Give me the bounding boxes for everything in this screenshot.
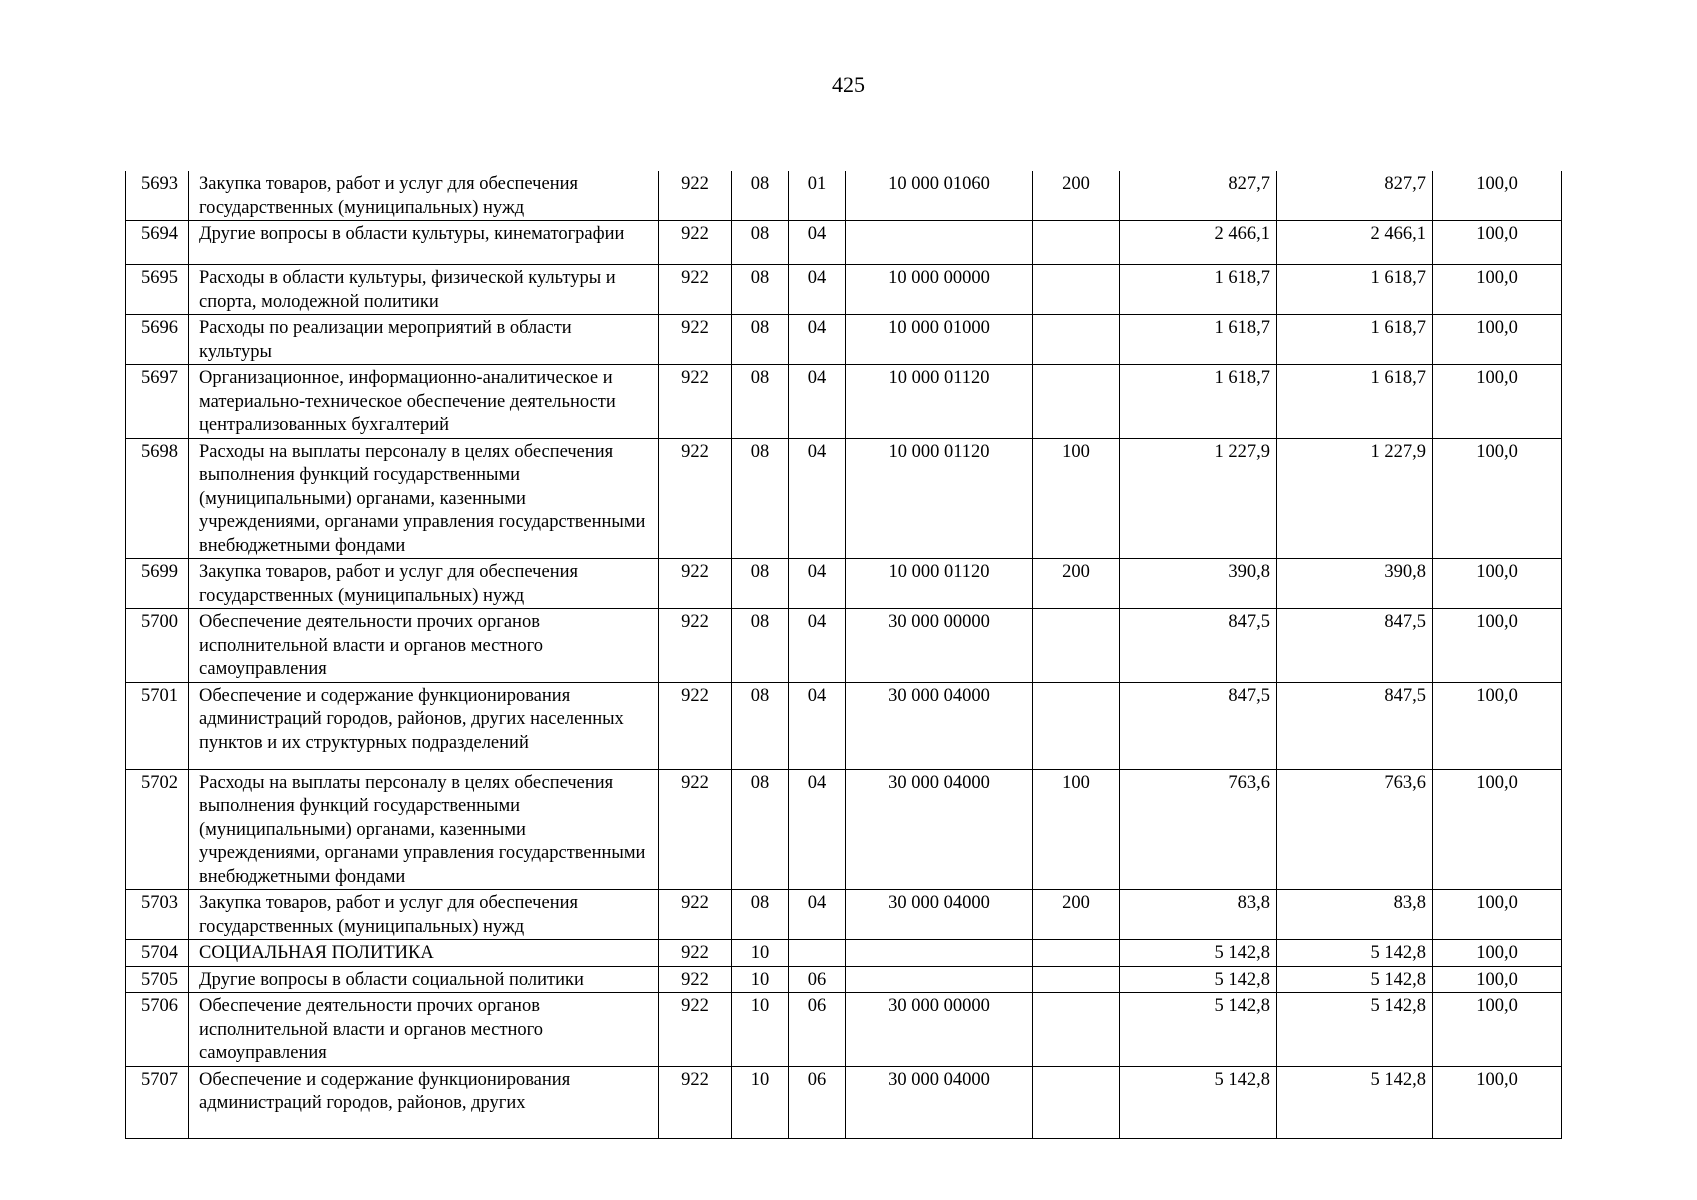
expense-type-code: 200 bbox=[1033, 890, 1120, 940]
table-row bbox=[126, 993, 1562, 1067]
table-row bbox=[126, 438, 1562, 559]
actual-amount: 847,5 bbox=[1277, 682, 1433, 769]
table-row bbox=[126, 171, 1562, 221]
target-article-code bbox=[846, 966, 1033, 993]
department-code: 922 bbox=[659, 1066, 732, 1138]
row-number: 5697 bbox=[126, 365, 189, 439]
expense-type-code bbox=[1033, 1066, 1120, 1138]
section-code: 10 bbox=[732, 940, 789, 967]
row-number: 5706 bbox=[126, 993, 189, 1067]
section-code: 08 bbox=[732, 682, 789, 769]
section-code: 08 bbox=[732, 365, 789, 439]
subsection-code: 04 bbox=[789, 609, 846, 683]
table-row bbox=[126, 265, 1562, 315]
department-code: 922 bbox=[659, 221, 732, 265]
planned-amount: 5 142,8 bbox=[1120, 966, 1277, 993]
page-number: 425 bbox=[832, 72, 865, 97]
section-code: 08 bbox=[732, 890, 789, 940]
actual-amount: 1 618,7 bbox=[1277, 315, 1433, 365]
target-article-code: 10 000 00000 bbox=[846, 265, 1033, 315]
planned-amount: 847,5 bbox=[1120, 609, 1277, 683]
department-code: 922 bbox=[659, 966, 732, 993]
section-code: 08 bbox=[732, 315, 789, 365]
planned-amount: 5 142,8 bbox=[1120, 993, 1277, 1067]
expense-type-code: 100 bbox=[1033, 438, 1120, 559]
planned-amount: 827,7 bbox=[1120, 171, 1277, 221]
table-row bbox=[126, 682, 1562, 769]
row-description: Другие вопросы в области социальной политики bbox=[189, 966, 659, 993]
row-description: Расходы на выплаты персоналу в целях обеспечения выполнения функций государственными (муниципальными) органами, казенными учреждениями, органами управления государственными внебюджетными фондами bbox=[189, 438, 659, 559]
target-article-code: 30 000 04000 bbox=[846, 1066, 1033, 1138]
planned-amount: 1 618,7 bbox=[1120, 265, 1277, 315]
actual-amount: 763,6 bbox=[1277, 769, 1433, 890]
section-code: 08 bbox=[732, 609, 789, 683]
table-row bbox=[126, 221, 1562, 265]
row-number: 5701 bbox=[126, 682, 189, 769]
budget-table bbox=[125, 171, 1562, 1139]
row-number: 5696 bbox=[126, 315, 189, 365]
target-article-code bbox=[846, 221, 1033, 265]
execution-percent: 100,0 bbox=[1433, 221, 1562, 265]
row-number: 5703 bbox=[126, 890, 189, 940]
actual-amount: 5 142,8 bbox=[1277, 1066, 1433, 1138]
subsection-code: 04 bbox=[789, 365, 846, 439]
row-number: 5702 bbox=[126, 769, 189, 890]
row-description: СОЦИАЛЬНАЯ ПОЛИТИКА bbox=[189, 940, 659, 967]
department-code: 922 bbox=[659, 265, 732, 315]
row-number: 5694 bbox=[126, 221, 189, 265]
table-row bbox=[126, 940, 1562, 967]
row-number: 5704 bbox=[126, 940, 189, 967]
planned-amount: 390,8 bbox=[1120, 559, 1277, 609]
target-article-code: 10 000 01120 bbox=[846, 438, 1033, 559]
target-article-code: 30 000 04000 bbox=[846, 769, 1033, 890]
row-description: Расходы в области культуры, физической культуры и спорта, молодежной политики bbox=[189, 265, 659, 315]
department-code: 922 bbox=[659, 769, 732, 890]
target-article-code: 10 000 01000 bbox=[846, 315, 1033, 365]
section-code: 08 bbox=[732, 559, 789, 609]
expense-type-code bbox=[1033, 966, 1120, 993]
row-description: Расходы на выплаты персоналу в целях обеспечения выполнения функций государственными (муниципальными) органами, казенными учреждениями, органами управления государственными внебюджетными фондами bbox=[189, 769, 659, 890]
department-code: 922 bbox=[659, 993, 732, 1067]
execution-percent: 100,0 bbox=[1433, 769, 1562, 890]
actual-amount: 5 142,8 bbox=[1277, 993, 1433, 1067]
subsection-code: 06 bbox=[789, 966, 846, 993]
row-number: 5695 bbox=[126, 265, 189, 315]
expense-type-code bbox=[1033, 365, 1120, 439]
department-code: 922 bbox=[659, 682, 732, 769]
row-number: 5700 bbox=[126, 609, 189, 683]
actual-amount: 827,7 bbox=[1277, 171, 1433, 221]
target-article-code: 10 000 01120 bbox=[846, 365, 1033, 439]
execution-percent: 100,0 bbox=[1433, 438, 1562, 559]
execution-percent: 100,0 bbox=[1433, 1066, 1562, 1138]
execution-percent: 100,0 bbox=[1433, 890, 1562, 940]
department-code: 922 bbox=[659, 609, 732, 683]
subsection-code bbox=[789, 940, 846, 967]
planned-amount: 847,5 bbox=[1120, 682, 1277, 769]
planned-amount: 1 618,7 bbox=[1120, 315, 1277, 365]
subsection-code: 04 bbox=[789, 221, 846, 265]
execution-percent: 100,0 bbox=[1433, 171, 1562, 221]
target-article-code: 10 000 01060 bbox=[846, 171, 1033, 221]
table-row bbox=[126, 609, 1562, 683]
subsection-code: 06 bbox=[789, 1066, 846, 1138]
department-code: 922 bbox=[659, 940, 732, 967]
actual-amount: 1 227,9 bbox=[1277, 438, 1433, 559]
table-row bbox=[126, 966, 1562, 993]
row-description: Закупка товаров, работ и услуг для обеспечения государственных (муниципальных) нужд bbox=[189, 890, 659, 940]
planned-amount: 5 142,8 bbox=[1120, 940, 1277, 967]
actual-amount: 1 618,7 bbox=[1277, 365, 1433, 439]
actual-amount: 5 142,8 bbox=[1277, 940, 1433, 967]
row-description: Обеспечение деятельности прочих органов исполнительной власти и органов местного самоуправления bbox=[189, 609, 659, 683]
table-body bbox=[126, 171, 1562, 1138]
department-code: 922 bbox=[659, 890, 732, 940]
expense-type-code bbox=[1033, 993, 1120, 1067]
execution-percent: 100,0 bbox=[1433, 315, 1562, 365]
subsection-code: 04 bbox=[789, 769, 846, 890]
execution-percent: 100,0 bbox=[1433, 966, 1562, 993]
department-code: 922 bbox=[659, 171, 732, 221]
table-row bbox=[126, 890, 1562, 940]
table-row bbox=[126, 315, 1562, 365]
row-description: Закупка товаров, работ и услуг для обеспечения государственных (муниципальных) нужд bbox=[189, 559, 659, 609]
subsection-code: 04 bbox=[789, 265, 846, 315]
row-number: 5698 bbox=[126, 438, 189, 559]
expense-type-code: 200 bbox=[1033, 171, 1120, 221]
table-row bbox=[126, 1066, 1562, 1138]
planned-amount: 83,8 bbox=[1120, 890, 1277, 940]
section-code: 08 bbox=[732, 171, 789, 221]
execution-percent: 100,0 bbox=[1433, 559, 1562, 609]
budget-table-wrapper bbox=[125, 171, 1562, 1139]
planned-amount: 5 142,8 bbox=[1120, 1066, 1277, 1138]
expense-type-code bbox=[1033, 265, 1120, 315]
actual-amount: 390,8 bbox=[1277, 559, 1433, 609]
subsection-code: 04 bbox=[789, 315, 846, 365]
actual-amount: 5 142,8 bbox=[1277, 966, 1433, 993]
planned-amount: 1 227,9 bbox=[1120, 438, 1277, 559]
planned-amount: 1 618,7 bbox=[1120, 365, 1277, 439]
table-row bbox=[126, 559, 1562, 609]
row-description: Обеспечение деятельности прочих органов исполнительной власти и органов местного самоуправления bbox=[189, 993, 659, 1067]
section-code: 10 bbox=[732, 1066, 789, 1138]
row-number: 5707 bbox=[126, 1066, 189, 1138]
subsection-code: 04 bbox=[789, 559, 846, 609]
expense-type-code bbox=[1033, 940, 1120, 967]
expense-type-code bbox=[1033, 609, 1120, 683]
subsection-code: 04 bbox=[789, 682, 846, 769]
target-article-code: 30 000 00000 bbox=[846, 993, 1033, 1067]
target-article-code: 30 000 00000 bbox=[846, 609, 1033, 683]
expense-type-code bbox=[1033, 221, 1120, 265]
row-description: Закупка товаров, работ и услуг для обеспечения государственных (муниципальных) нужд bbox=[189, 171, 659, 221]
target-article-code: 10 000 01120 bbox=[846, 559, 1033, 609]
row-description: Расходы по реализации мероприятий в области культуры bbox=[189, 315, 659, 365]
execution-percent: 100,0 bbox=[1433, 609, 1562, 683]
execution-percent: 100,0 bbox=[1433, 365, 1562, 439]
row-number: 5693 bbox=[126, 171, 189, 221]
execution-percent: 100,0 bbox=[1433, 940, 1562, 967]
department-code: 922 bbox=[659, 315, 732, 365]
section-code: 08 bbox=[732, 265, 789, 315]
section-code: 08 bbox=[732, 769, 789, 890]
actual-amount: 83,8 bbox=[1277, 890, 1433, 940]
planned-amount: 2 466,1 bbox=[1120, 221, 1277, 265]
expense-type-code bbox=[1033, 315, 1120, 365]
row-description: Обеспечение и содержание функционирования администраций городов, районов, других населенных пунктов и их структурных подразделений bbox=[189, 682, 659, 769]
target-article-code bbox=[846, 940, 1033, 967]
execution-percent: 100,0 bbox=[1433, 265, 1562, 315]
execution-percent: 100,0 bbox=[1433, 993, 1562, 1067]
execution-percent: 100,0 bbox=[1433, 682, 1562, 769]
subsection-code: 06 bbox=[789, 993, 846, 1067]
subsection-code: 01 bbox=[789, 171, 846, 221]
subsection-code: 04 bbox=[789, 890, 846, 940]
row-description: Обеспечение и содержание функционирования администраций городов, районов, других bbox=[189, 1066, 659, 1138]
actual-amount: 847,5 bbox=[1277, 609, 1433, 683]
department-code: 922 bbox=[659, 365, 732, 439]
section-code: 10 bbox=[732, 966, 789, 993]
row-number: 5699 bbox=[126, 559, 189, 609]
expense-type-code: 100 bbox=[1033, 769, 1120, 890]
target-article-code: 30 000 04000 bbox=[846, 890, 1033, 940]
section-code: 08 bbox=[732, 438, 789, 559]
department-code: 922 bbox=[659, 438, 732, 559]
planned-amount: 763,6 bbox=[1120, 769, 1277, 890]
row-description: Другие вопросы в области культуры, кинематографии bbox=[189, 221, 659, 265]
row-number: 5705 bbox=[126, 966, 189, 993]
subsection-code: 04 bbox=[789, 438, 846, 559]
table-row bbox=[126, 365, 1562, 439]
target-article-code: 30 000 04000 bbox=[846, 682, 1033, 769]
actual-amount: 1 618,7 bbox=[1277, 265, 1433, 315]
table-row bbox=[126, 769, 1562, 890]
actual-amount: 2 466,1 bbox=[1277, 221, 1433, 265]
row-description: Организационное, информационно-аналитическое и материально-техническое обеспечение деятельности централизованных бухгалтерий bbox=[189, 365, 659, 439]
department-code: 922 bbox=[659, 559, 732, 609]
section-code: 10 bbox=[732, 993, 789, 1067]
expense-type-code: 200 bbox=[1033, 559, 1120, 609]
section-code: 08 bbox=[732, 221, 789, 265]
expense-type-code bbox=[1033, 682, 1120, 769]
